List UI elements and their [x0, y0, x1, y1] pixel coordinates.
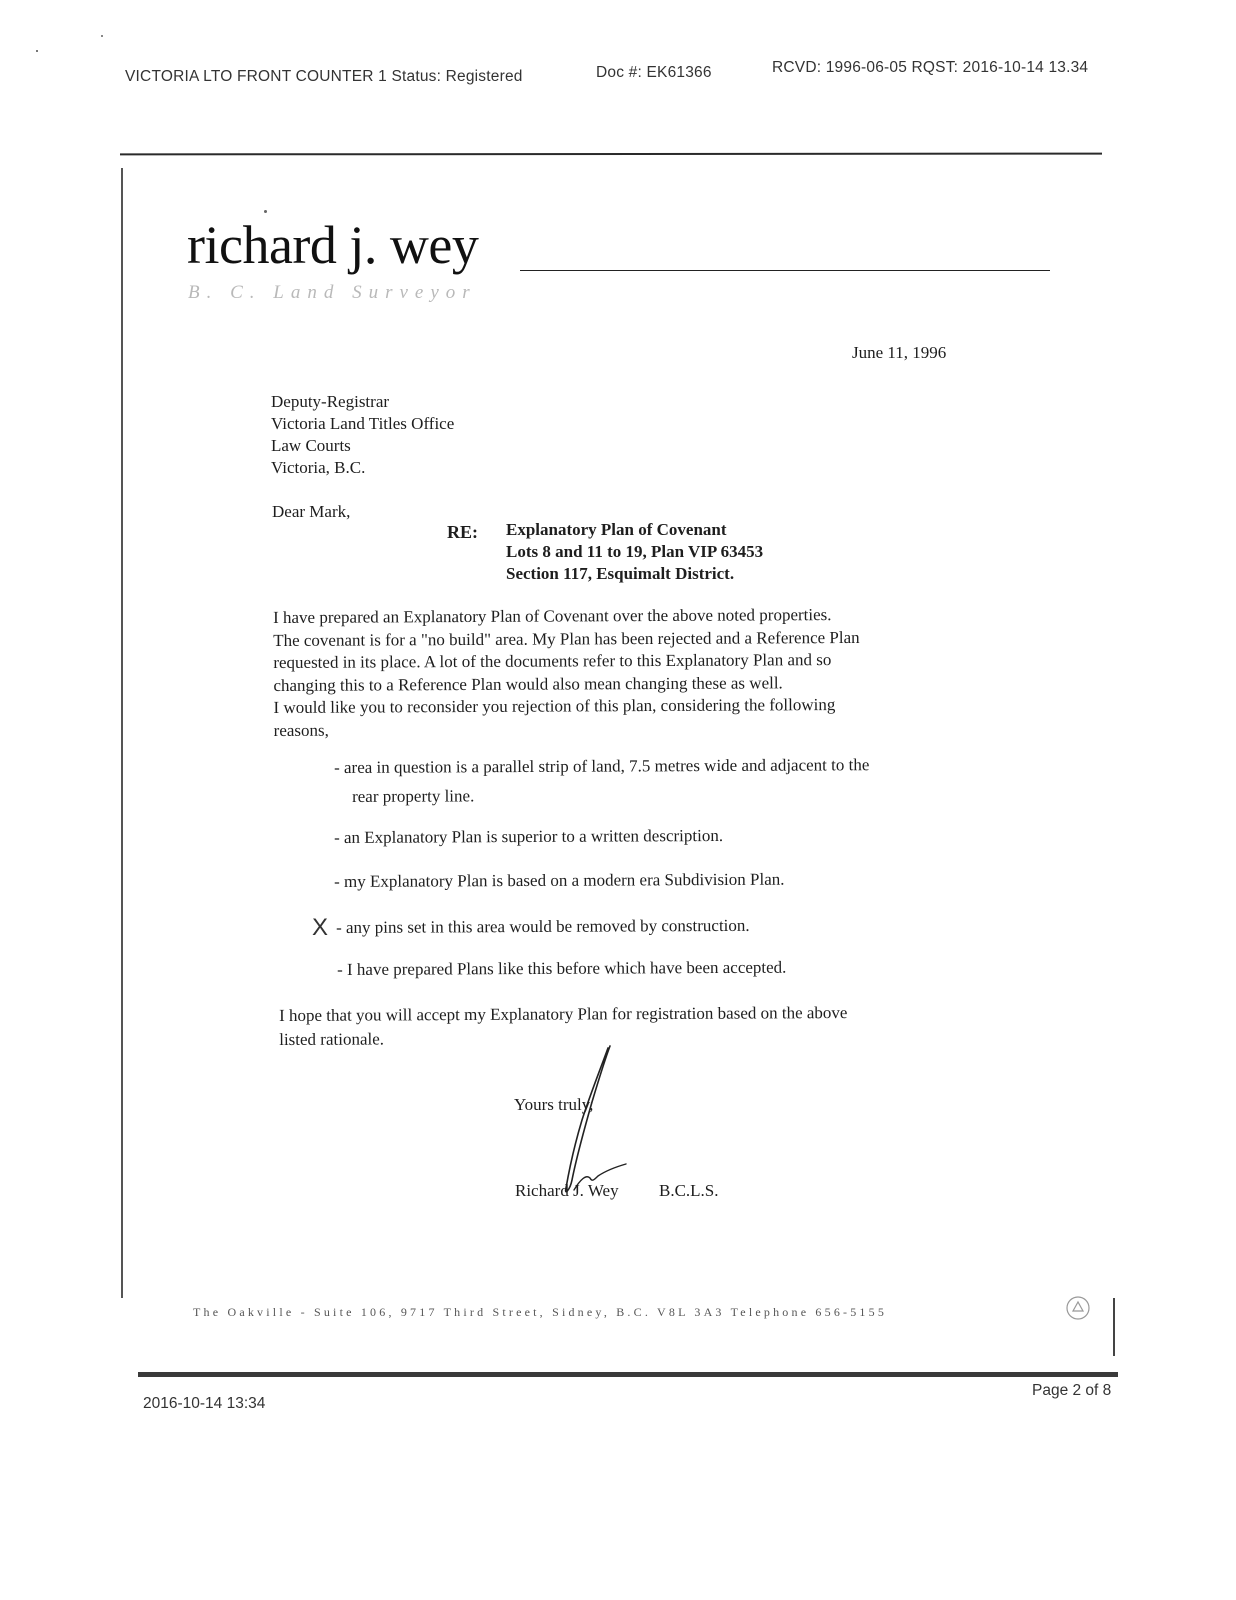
handwritten-signature [540, 1040, 640, 1200]
fax-footer-timestamp: 2016-10-14 13:34 [143, 1395, 266, 1412]
signer-name: Richard J. Wey [515, 1181, 619, 1200]
frame-left-rule [121, 168, 123, 1298]
re-subject [506, 519, 763, 585]
address-line: Victoria Land Titles Office [271, 414, 455, 433]
closing-line: I hope that you will accept my Explanatory Plan for registration based on the above [279, 1003, 848, 1025]
re-line: Lots 8 and 11 to 19, Plan VIP 63453 [506, 542, 764, 561]
reason-bullet: - my Explanatory Plan is based on a modern era Subdivision Plan. [334, 869, 785, 891]
paragraph-line: changing this to a Reference Plan would also mean changing these as well. [273, 672, 783, 695]
paragraph-line: The covenant is for a "no build" area. My Plan has been rejected and a Reference Plan [273, 627, 860, 650]
frame-top-rule [120, 153, 1102, 156]
letterhead-footer-address: The Oakville - Suite 106, 9717 Third Street, Sidney, B.C. V8L 3A3 Telephone 656-5155 [193, 1305, 888, 1319]
fax-footer-page-number: Page 2 of 8 [1032, 1382, 1112, 1399]
re-line: Explanatory Plan of Covenant [506, 520, 727, 539]
handwritten-x-mark: X [312, 914, 329, 941]
scan-speck [264, 210, 267, 213]
reason-bullet: - an Explanatory Plan is superior to a written description. [334, 825, 724, 847]
address-line: Deputy-Registrar [271, 392, 390, 411]
paragraph-line: I would like you to reconsider you rejection of this plan, considering the following [273, 695, 836, 717]
paragraph-line: reasons, [273, 720, 329, 740]
letterhead-rule [520, 270, 1050, 271]
letter-date: June 11, 1996 [852, 343, 947, 362]
fax-header-status: VICTORIA LTO FRONT COUNTER 1 Status: Registered [125, 68, 523, 85]
recipient-address [271, 391, 454, 479]
letterhead-name: richard j. wey [187, 215, 479, 275]
signer-credentials: B.C.L.S. [659, 1181, 719, 1200]
reason-bullet-continuation: rear property line. [352, 786, 475, 806]
paragraph-line: I have prepared an Explanatory Plan of Covenant over the above noted properties. [273, 605, 832, 627]
recycle-icon [1064, 1294, 1092, 1322]
frame-right-rule [1113, 1298, 1115, 1356]
fax-header-doc-number: Doc #: EK61366 [596, 64, 712, 81]
re-label: RE: [447, 522, 478, 542]
body-paragraph [273, 604, 860, 742]
scan-speck [36, 50, 38, 52]
reason-bullet: - I have prepared Plans like this before which have been accepted. [337, 957, 787, 979]
fax-header-received: RCVD: 1996-06-05 RQST: 2016-10-14 13.34 [772, 59, 1089, 76]
scan-speck [101, 35, 103, 37]
frame-bottom-rule [138, 1372, 1118, 1377]
reason-bullet: - any pins set in this area would be removed by construction. [336, 915, 750, 937]
letterhead-subtitle: B. C. Land Surveyor [188, 282, 477, 303]
salutation: Dear Mark, [272, 502, 351, 521]
address-line: Law Courts [271, 436, 351, 455]
closing-line: listed rationale. [279, 1029, 385, 1049]
sign-off: Yours truly, [514, 1095, 594, 1114]
paragraph-line: requested in its place. A lot of the documents refer to this Explanatory Plan and so [273, 650, 832, 672]
reason-bullet: - area in question is a parallel strip of land, 7.5 metres wide and adjacent to the [334, 755, 870, 777]
address-line: Victoria, B.C. [271, 458, 366, 477]
re-line: Section 117, Esquimalt District. [506, 564, 735, 583]
